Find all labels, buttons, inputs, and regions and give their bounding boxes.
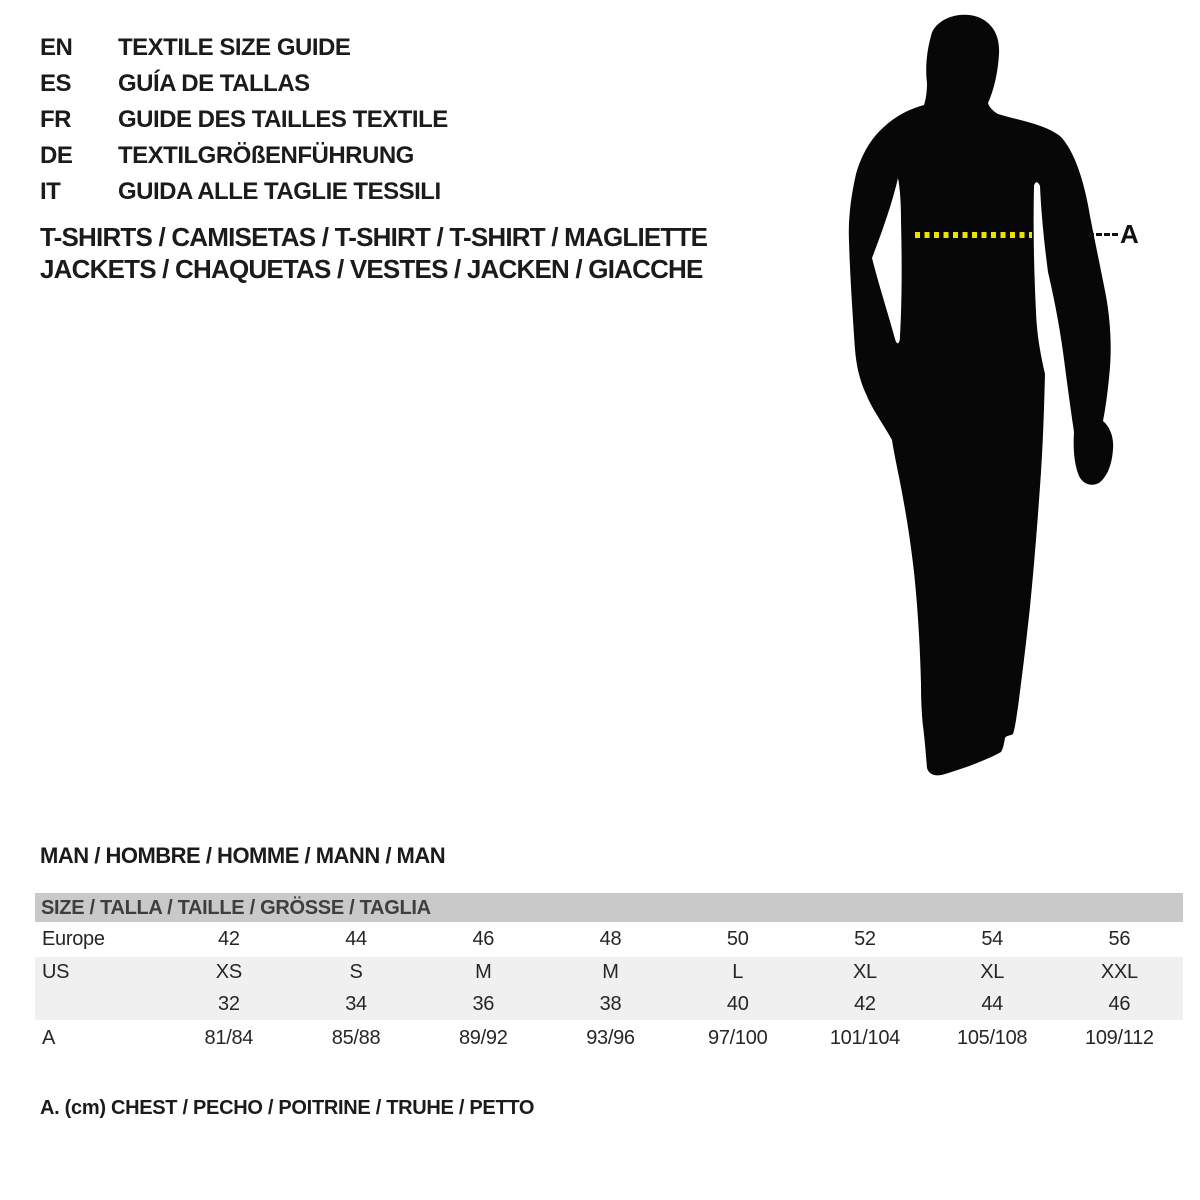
size-cell: 52 [854,928,876,950]
measure-label-a: A [1120,219,1139,249]
size-cell: 38 [599,992,622,1015]
language-code: EN [40,34,73,61]
category-line-jackets: JACKETS / CHAQUETAS / VESTES / JACKEN / GIACCHE [40,254,703,284]
size-table-header-bar: SIZE / TALLA / TAILLE / GRÖSSE / TAGLIA [35,893,1183,922]
language-row [40,66,448,102]
size-cell: 101/104 [829,1027,901,1049]
row-label: Europe [42,928,105,950]
size-cell: M [475,961,492,983]
language-code: FR [40,106,71,133]
size-cell: 36 [472,992,495,1015]
size-cell: 44 [981,992,1003,1015]
size-cell: S [349,961,363,983]
man-silhouette-figure [842,12,1132,787]
table-row-numeric [35,988,1183,1020]
language-label: GUIDA ALLE TAGLIE TESSILI [118,178,441,205]
language-row [40,30,448,66]
language-code: IT [40,178,61,205]
row-label: US [42,961,70,983]
size-cell: XXL [1100,961,1138,983]
man-silhouette [842,12,1132,787]
size-cell: 54 [981,928,1003,950]
size-table [35,922,1183,1057]
product-categories [40,221,707,285]
row-label: A [42,1027,56,1049]
language-label: GUÍA DE TALLAS [118,70,310,97]
size-cell: 48 [599,928,622,950]
size-cell: XS [215,961,242,983]
measure-footnote: A. (cm) CHEST / PECHO / POITRINE / TRUHE / PETTO [40,1097,535,1119]
table-row-chest [35,1020,1183,1057]
size-cell: 56 [1108,928,1131,950]
language-list [40,30,448,210]
language-row [40,174,448,210]
table-row-us [35,957,1183,988]
size-cell: 46 [472,928,495,950]
size-cell: 97/100 [708,1027,768,1049]
size-cell: L [732,961,744,983]
language-code: DE [40,142,73,169]
size-cell: 40 [726,992,749,1015]
size-cell: XL [852,961,877,983]
language-row [40,102,448,138]
man-silhouette-body [849,15,1113,776]
table-row-europe [35,922,1183,957]
size-cell: 50 [726,928,749,950]
size-cell: 109/112 [1085,1027,1154,1049]
size-cell: 81/84 [204,1027,254,1049]
category-line-tshirts: T-SHIRTS / CAMISETAS / T-SHIRT / T-SHIRT / MAGLIETTE [40,222,708,252]
size-cell: 93/96 [586,1027,635,1049]
language-label: GUIDE DES TAILLES TEXTILE [118,106,448,133]
language-label: TEXTILGRÖßENFÜHRUNG [118,142,414,169]
size-cell: XL [980,961,1005,983]
language-label: TEXTILE SIZE GUIDE [118,34,351,61]
language-row [40,138,448,174]
size-cell: 85/88 [331,1027,381,1049]
section-title-man: MAN / HOMBRE / HOMME / MANN / MAN [40,843,446,868]
row-label [35,988,165,1020]
size-cell: 89/92 [458,1027,508,1049]
size-cell: 42 [218,928,240,950]
measure-callout-dash-line [1088,233,1118,236]
size-cell: 34 [345,992,367,1015]
size-cell: M [602,961,619,983]
size-cell: 42 [854,992,876,1015]
language-code: ES [40,70,72,97]
size-cell: 105/108 [957,1027,1028,1049]
size-cell: 32 [218,992,240,1015]
size-cell: 46 [1108,992,1131,1015]
size-cell: 44 [345,928,367,950]
